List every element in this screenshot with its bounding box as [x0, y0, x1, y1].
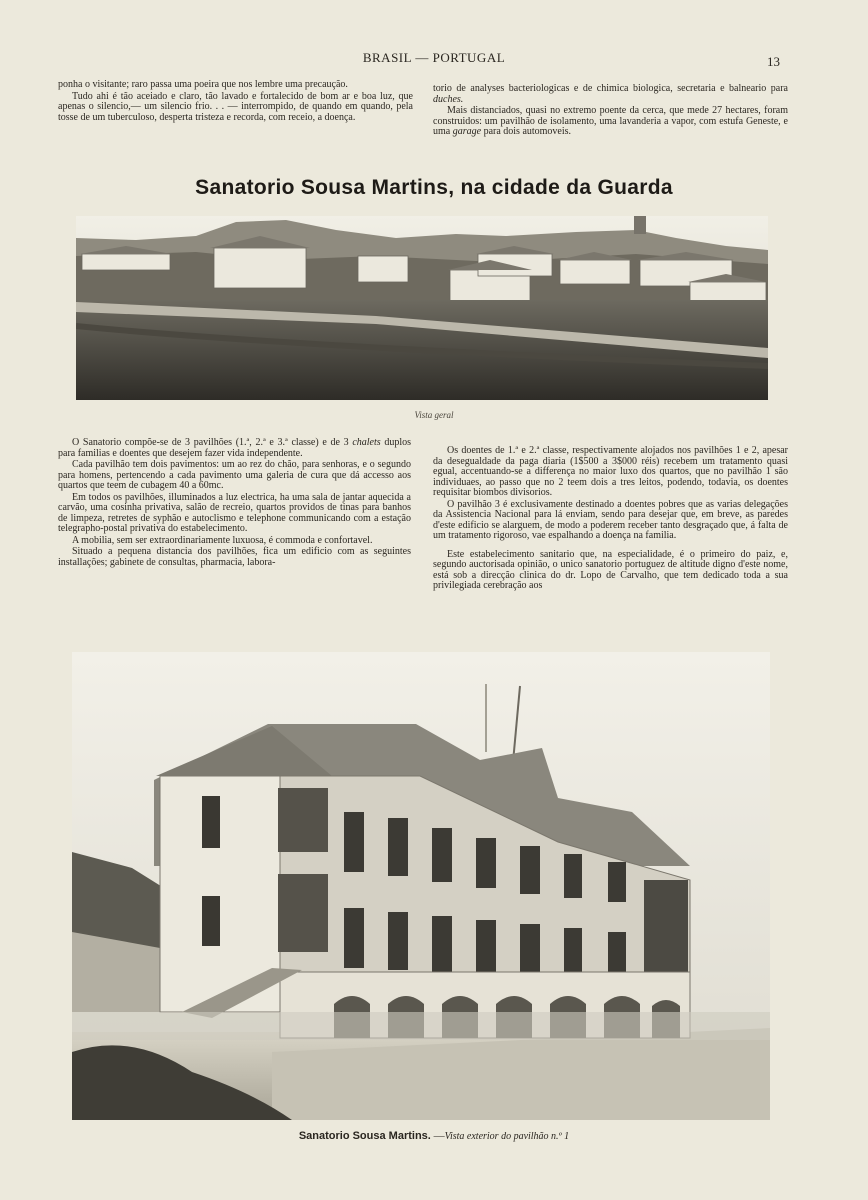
paragraph: torio de analyses bacteriologicas e de chimica biologica, secretaria e balneario para duches. [433, 83, 788, 105]
paragraph: Os doentes de 1.ª e 2.ª classe, respectivamente alojados nos pavilhões 1 e 2, apesar da desegualdade da paga diaria (1$500 a 3$000 réis) recebem um tratamento quasi egual, accentuando-se a differença no maior luxo dos quartos, que no pavilhão 1 são individuaes, ao passo que no 2 teem dois a tres leitos, podendo, todavia, os doentes requisitar biombos divisorios. [433, 445, 788, 498]
top-left-column [58, 80, 413, 124]
paragraph: Em todos os pavilhões, illuminados a luz electrica, ha uma sala de jantar aquecida a carvão, uma cosinha privativa, salão de recreio, quartos providos de tinas para banhos de limpeza, retretes de syphão e autoclismo e telephone communicando com a estação telegrapho-postal privativa do estabelecimento. [58, 491, 411, 534]
running-header: BRASIL — PORTUGAL [362, 50, 506, 65]
middle-right-column [433, 446, 788, 593]
paragraph: Este estabelecimento sanitario que, na especialidade, é o primeiro do paiz, e, segundo auctorisada opinião, o unico sanatorio portuguez de altitude digno d'este nome, está sob a direcção clinica do dr. Lopo de Carvalho, que tem dedicado toda a sua privilegiada cerebração aos [433, 548, 788, 591]
page-number: 13 [767, 54, 780, 69]
paragraph: Situado a pequena distancia dos pavilhões, fica um edificio com as seguintes installações; gabinete de consultas, pharmacia, labora- [58, 546, 411, 568]
paragraph: Mais distanciados, quasi no extremo poente da cerca, que mede 27 hectares, foram construidos: um pavilhão de isolamento, uma lavanderia a vapor, com estufa Geneste, e uma garage para dois automoveis. [433, 105, 788, 137]
paragraph: ponha o visitante; raro passa uma poeira que nos lembre uma precaução. [58, 79, 348, 90]
photo-caption: Vista geral [414, 410, 454, 420]
top-right-column [433, 84, 788, 139]
photo-caption: Sanatorio Sousa Martins. —Vista exterior do pavilhão n.º 1 [298, 1130, 570, 1142]
article-title: Sanatorio Sousa Martins, na cidade da Guarda [195, 176, 673, 199]
paragraph: Cada pavilhão tem dois pavimentos: um ao rez do chão, para senhoras, e o segundo para homens, pertencendo a cada pavimento uma galeria de cura que dá accesso aos quartos que teem de cubagem 40 a 60mc. [58, 459, 411, 491]
paragraph: A mobilia, sem ser extraordinariamente luxuosa, é commoda e confortavel. [72, 534, 373, 546]
paragraph: O Sanatorio compõe-se de 3 pavilhões (1.ª, 2.ª e 3.ª classe) e de 3 chalets duplos para familias e doentes que desejem fazer vida independente. [58, 437, 411, 459]
general-view-photo [76, 216, 768, 400]
paragraph: O pavilhão 3 é exclusivamente destinado a doentes pobres que as varias delegações da Assistencia Nacional para lá enviam, sendo para desejar que, em breve, as paredes d'este edificio se alarguem, de modo a poderem receber tanto desgraçado que, á falta de um tratamento rigoroso, vae espalhando a doença na familia. [433, 498, 788, 541]
pavilion-photo [72, 652, 770, 1120]
middle-left-column [58, 438, 411, 569]
paragraph: Tudo ahi é tão aceiado e claro, tão lavado e fortalecido de bom ar e boa luz, que apenas o silencio,— um silencio frio. . . — interrompido, de quando em quando, pela tosse de um tuberculoso, desperta tristeza e recorda, com receio, a doença. [58, 90, 413, 123]
